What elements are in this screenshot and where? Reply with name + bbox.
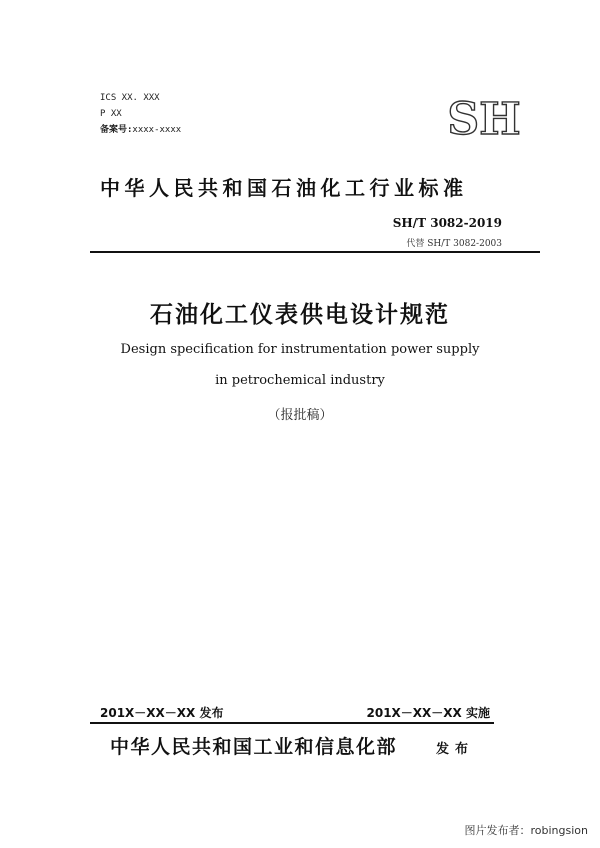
standard-number: SH/T 3082-2019	[392, 216, 502, 230]
filing-value: xxxx-xxxx	[132, 125, 182, 135]
publish-label: 发布	[436, 742, 475, 757]
classification-block	[100, 90, 181, 138]
filing-label: 备案号:	[100, 125, 133, 135]
sh-logo-text: SH	[447, 96, 521, 138]
industry-standard-title: 中华人民共和国石油化工行业标准	[100, 176, 468, 200]
draft-status-note: （报批稿）	[267, 408, 333, 423]
issuing-ministry: 中华人民共和国工业和信息化部	[110, 736, 398, 758]
replaces-standard: 代替 SH/T 3082-2003	[406, 239, 502, 249]
issue-date: 201X－XX－XX 发布	[100, 706, 224, 720]
implementation-date: 201X－XX－XX 实施	[366, 706, 490, 720]
p-code: P XX	[100, 109, 122, 119]
document-title-english-line1: Design specification for instrumentation power supply	[120, 342, 480, 357]
sh-logo	[444, 96, 524, 138]
sh-logo-mark	[444, 96, 524, 138]
header-divider	[90, 251, 540, 253]
publisher-watermark: 图片发布者：robingsion	[464, 824, 588, 837]
document-title-english-line2: in petrochemical industry	[215, 373, 385, 388]
filing-number	[100, 122, 181, 138]
ics-code: ICS XX. XXX	[100, 93, 160, 103]
footer-divider	[90, 722, 494, 724]
document-title-chinese: 石油化工仪表供电设计规范	[150, 302, 450, 328]
